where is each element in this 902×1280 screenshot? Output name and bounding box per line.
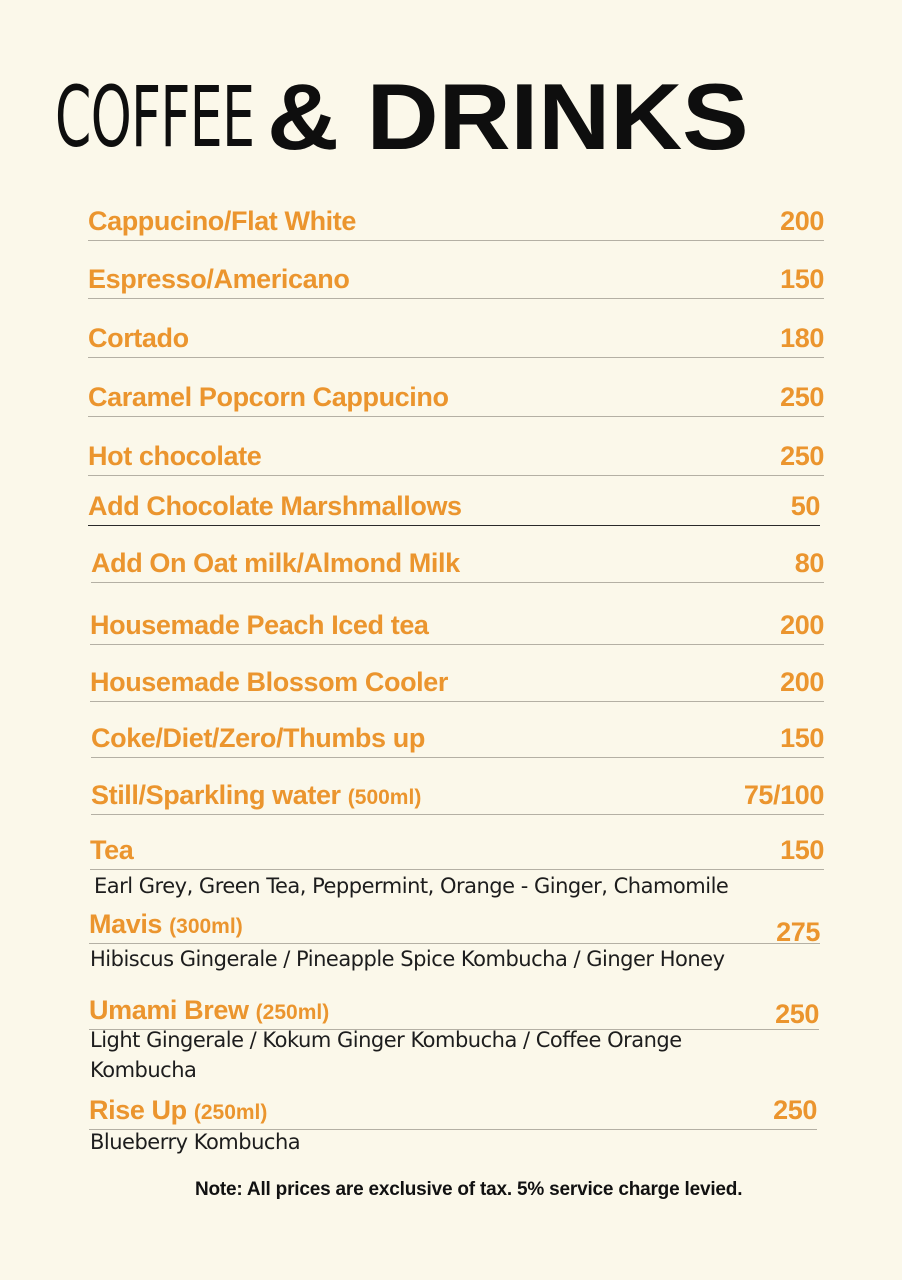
item-price: 150: [780, 264, 824, 294]
item-name: Rise Up (250ml): [89, 1095, 268, 1125]
item-description: Hibiscus Gingerale / Pineapple Spice Kombucha / Ginger Honey: [90, 947, 725, 971]
menu-item-blossom-cooler: [90, 665, 824, 702]
menu-item-tea: [90, 833, 824, 870]
item-name: Still/Sparkling water (500ml): [91, 780, 422, 810]
menu-item-hot-chocolate: [88, 439, 824, 476]
item-description: Earl Grey, Green Tea, Peppermint, Orange - Ginger, Chamomile: [94, 874, 729, 898]
item-price: 275: [776, 917, 820, 947]
item-name: Add On Oat milk/Almond Milk: [91, 548, 460, 578]
item-name: Coke/Diet/Zero/Thumbs up: [91, 723, 425, 753]
tax-note: Note: All prices are exclusive of tax. 5% service charge levied.: [195, 1179, 743, 1200]
item-name: Hot chocolate: [88, 441, 262, 471]
item-price: 250: [775, 999, 819, 1029]
item-name: Cappucino/Flat White: [88, 206, 356, 236]
menu-item-cappucino: [88, 204, 824, 241]
menu-item-cortado: [88, 321, 824, 358]
item-price: 75/100: [743, 780, 824, 810]
menu-item-caramel-popcorn-cappucino: [88, 380, 824, 417]
item-price: 200: [780, 206, 824, 236]
menu-item-espresso: [88, 262, 824, 299]
item-price: 50: [790, 491, 820, 521]
item-name: Cortado: [88, 323, 189, 353]
item-price: 80: [794, 548, 824, 578]
item-price: 250: [780, 382, 824, 412]
item-name: Tea: [90, 835, 134, 865]
menu-item-chocolate-marshmallows: [88, 489, 820, 526]
menu-item-mavis: [89, 907, 820, 947]
item-size: (500ml): [347, 786, 422, 809]
item-price: 150: [780, 723, 824, 753]
item-description: Light Gingerale / Kokum Ginger Kombucha / Coffee Orange Kombucha: [90, 1028, 682, 1082]
menu-item-rise-up: [89, 1093, 817, 1130]
item-name: Espresso/Americano: [88, 264, 350, 294]
item-name: Housemade Blossom Cooler: [90, 667, 448, 697]
menu-title-drinks: & DRINKS: [267, 64, 749, 169]
item-name: Mavis (300ml): [89, 909, 243, 939]
item-price: 250: [773, 1095, 817, 1125]
menu-item-water: [91, 778, 824, 815]
menu-title: [55, 62, 855, 172]
item-name: Caramel Popcorn Cappucino: [88, 382, 449, 412]
item-size: (250ml): [255, 1001, 330, 1024]
item-price: 250: [780, 441, 824, 471]
item-price: 200: [780, 667, 824, 697]
item-size: (250ml): [193, 1101, 268, 1124]
item-name: Umami Brew (250ml): [89, 995, 330, 1025]
item-name: Add Chocolate Marshmallows: [88, 491, 462, 521]
item-price: 150: [780, 835, 824, 865]
item-size: (300ml): [169, 915, 243, 938]
item-price: 180: [780, 323, 824, 353]
item-price: 200: [780, 610, 824, 640]
menu-item-peach-iced-tea: [90, 608, 824, 645]
item-description: Blueberry Kombucha: [90, 1130, 301, 1154]
menu-title-coffee: COFFEE: [55, 68, 255, 166]
item-name: Housemade Peach Iced tea: [90, 610, 429, 640]
menu-item-oat-almond-milk: [91, 546, 824, 583]
menu-item-coke: [91, 721, 824, 758]
